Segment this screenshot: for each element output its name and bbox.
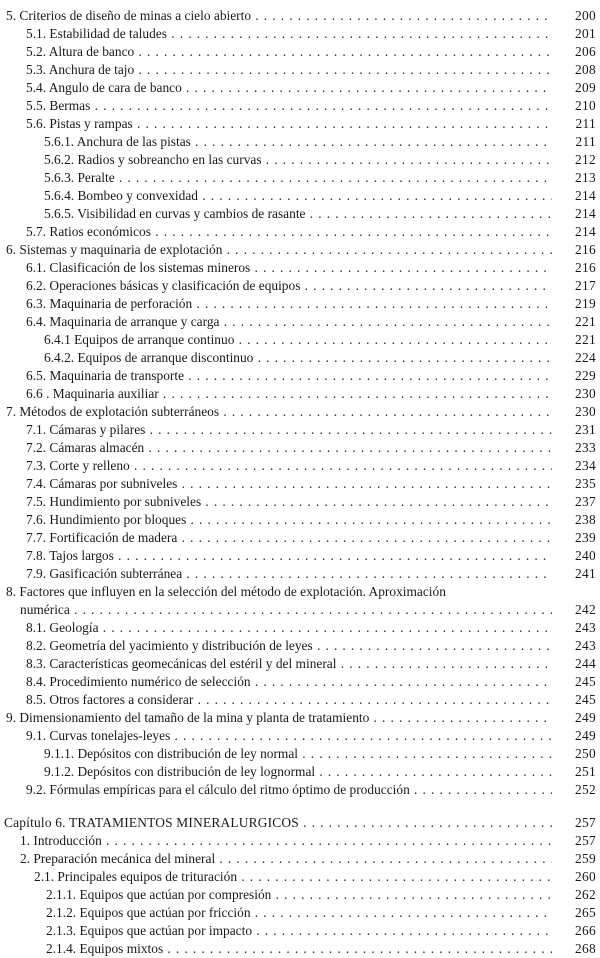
toc-entry-title: 6.3. Maquinaria de perforación . . .: [26, 295, 552, 313]
toc-entry-page: 214: [575, 188, 596, 203]
toc-entry-title: 8. Factores que influyen en la selección del método de explotación. Aproximación: [6, 584, 446, 599]
toc-entry-title: 2.1.1. Equipos que actúan por compresión . . .: [46, 886, 552, 904]
toc-entry-title: 6.6 . Maquinaria auxiliar . . .: [26, 385, 552, 403]
toc-entry-title: 5.1. Estabilidad de taludes . . .: [26, 25, 552, 43]
toc-entry-page: 252: [575, 782, 596, 797]
toc-entry: [0, 457, 600, 475]
toc-entry-page: 219: [575, 296, 596, 311]
toc-entry-title: 5.6.2. Radios y sobreancho en las curvas . . .: [44, 151, 552, 169]
toc-entry-page: 216: [575, 242, 596, 257]
toc-entry: [0, 367, 600, 385]
toc-entry: [0, 421, 600, 439]
toc-entry-first-line: [0, 583, 600, 601]
toc-entry: [0, 223, 600, 241]
toc-entry-title: 1. Introducción . . .: [20, 832, 552, 850]
toc-entry: [0, 259, 600, 277]
toc-entry-title: 5.6. Pistas y rampas . . .: [26, 115, 552, 133]
toc-entry-title: 2.1.2. Equipos que actúan por fricción . . .: [46, 904, 552, 922]
toc-entry-page: 240: [575, 548, 596, 563]
toc-entry: [0, 439, 600, 457]
toc-entry: [0, 295, 600, 313]
toc-entry-page: 257: [575, 815, 596, 830]
toc-entry-page: 217: [575, 278, 596, 293]
toc-entry: [0, 385, 600, 403]
toc-entry-page: 244: [575, 656, 596, 671]
toc-entry-title: 6.2. Operaciones básicas y clasificación de equipos . . .: [26, 277, 552, 295]
toc-entry: [0, 832, 600, 850]
toc-entry-title: 7. Métodos de explotación subterráneos . . .: [6, 403, 552, 421]
toc-entry-page: 200: [575, 8, 596, 23]
toc-entry: [0, 673, 600, 691]
toc-entry-title: 7.8. Tajos largos . . .: [26, 547, 552, 565]
toc-entry: [0, 205, 600, 223]
toc-entry-title: 7.4. Cámaras por subniveles . . .: [26, 475, 552, 493]
toc-entry: [0, 745, 600, 763]
toc-entry-title: 5.2. Altura de banco . . .: [26, 43, 552, 61]
toc-entry-title: 9.2. Fórmulas empíricas para el cálculo del ritmo óptimo de producción . . .: [26, 781, 552, 799]
toc-entry: [0, 331, 600, 349]
toc-entry-title: 7.6. Hundimiento por bloques . . .: [26, 511, 552, 529]
toc-entry-title: 6.4.1 Equipos de arranque continuo . . .: [44, 331, 552, 349]
toc-entry-title: 5.5. Bermas . . .: [26, 97, 552, 115]
toc-entry-page: 208: [575, 62, 596, 77]
toc-entry-title: 2. Preparación mecánica del mineral . . .: [20, 850, 552, 868]
toc-entry-page: 221: [575, 314, 596, 329]
toc-entry-title: numérica . . .: [20, 601, 552, 619]
toc-entry-title: 5. Criterios de diseño de minas a cielo abierto . . .: [6, 7, 552, 25]
toc-entry-page: 259: [575, 851, 596, 866]
toc-entry: [0, 940, 600, 958]
toc-entry-title: 7.5. Hundimiento por subniveles . . .: [26, 493, 552, 511]
toc-entry-page: 245: [575, 674, 596, 689]
toc-entry: [0, 349, 600, 367]
toc-entry: [0, 691, 600, 709]
toc-entry-title: 7.2. Cámaras almacén . . .: [26, 439, 552, 457]
toc-entry-title: 7.9. Gasificación subterránea . . .: [26, 565, 552, 583]
toc-entry-title: 7.3. Corte y relleno . . .: [26, 457, 552, 475]
toc-entry-title: 5.3. Anchura de tajo . . .: [26, 61, 552, 79]
toc-entry-page: 230: [575, 404, 596, 419]
toc-entry-title: 8.1. Geología . . .: [26, 619, 552, 637]
toc-entry: [0, 79, 600, 97]
toc-entry-page: 265: [575, 905, 596, 920]
toc-entry-title: 5.7. Ratios económicos . . .: [26, 223, 552, 241]
toc-entry-page: 249: [575, 728, 596, 743]
toc-entry-page: 229: [575, 368, 596, 383]
toc-entry-page: 201: [575, 26, 596, 41]
toc-entry-title: 9.1.2. Depósitos con distribución de ley lognormal . . .: [44, 763, 552, 781]
toc-entry-page: 251: [575, 764, 596, 779]
toc-entry-page: 237: [575, 494, 596, 509]
toc-entry: [0, 133, 600, 151]
toc-entry-page: 250: [575, 746, 596, 761]
toc-entry-page: 239: [575, 530, 596, 545]
toc-entry: [0, 187, 600, 205]
toc-entry-title: 6.1. Clasificación de los sistemas mineros . . .: [26, 259, 552, 277]
toc-entry: [0, 511, 600, 529]
toc-entry-page: 214: [575, 224, 596, 239]
toc-entry-title: 5.6.5. Visibilidad en curvas y cambios de rasante . . .: [44, 205, 552, 223]
toc-entry-page: 243: [575, 620, 596, 635]
toc-entry: [0, 61, 600, 79]
toc-entry-title: 9.1. Curvas tonelajes-leyes . . .: [26, 727, 552, 745]
toc-entry-title: 7.1. Cámaras y pilares . . .: [26, 421, 552, 439]
toc-entry-title: 6.5. Maquinaria de transporte . . .: [26, 367, 552, 385]
toc-entry-page: 260: [575, 869, 596, 884]
toc-entry: [0, 727, 600, 745]
toc-entry-page: 257: [575, 833, 596, 848]
toc-entry: [0, 781, 600, 799]
toc-entry-title: 6.4.2. Equipos de arranque discontinuo . . .: [44, 349, 552, 367]
toc-entry-title: 8.2. Geometría del yacimiento y distribución de leyes . . .: [26, 637, 552, 655]
toc-entry: [0, 43, 600, 61]
toc-entry-title: 9.1.1. Depósitos con distribución de ley normal . . .: [44, 745, 552, 763]
toc-entry-page: 241: [575, 566, 596, 581]
toc-entry-page: 211: [575, 116, 596, 131]
toc-entry: [0, 97, 600, 115]
toc-entry-page: 266: [575, 923, 596, 938]
toc-entry-page: 249: [575, 710, 596, 725]
toc-entry-page: 242: [575, 602, 596, 617]
toc-entry: [0, 277, 600, 295]
toc-entry-title: Capítulo 6. TRATAMIENTOS MINERALURGICOS . . .: [4, 814, 552, 832]
toc-entry-title: 6. Sistemas y maquinaria de explotación . . .: [6, 241, 552, 259]
toc-entry: [0, 709, 600, 727]
toc-entry-page: 238: [575, 512, 596, 527]
toc-entry-page: 243: [575, 638, 596, 653]
toc-entry-page: 224: [575, 350, 596, 365]
toc-entry: [0, 169, 600, 187]
toc-entry-title: 5.6.3. Peralte . . .: [44, 169, 552, 187]
toc-chapter-entry: [0, 814, 600, 832]
toc-entry: [0, 493, 600, 511]
toc-entry-title: 6.4. Maquinaria de arranque y carga . . .: [26, 313, 552, 331]
toc-entry: [0, 850, 600, 868]
toc-entry: [0, 529, 600, 547]
toc-entry: [0, 475, 600, 493]
toc-entry-page: 234: [575, 458, 596, 473]
toc-entry: [0, 25, 600, 43]
toc-entry: [0, 601, 600, 619]
toc-entry: [0, 7, 600, 25]
toc-entry-title: 7.7. Fortificación de madera . . .: [26, 529, 552, 547]
toc-entry-page: 206: [575, 44, 596, 59]
toc-entry: [0, 547, 600, 565]
toc-entry-page: 230: [575, 386, 596, 401]
toc-entry: [0, 403, 600, 421]
toc-entry-page: 262: [575, 887, 596, 902]
toc-entry-page: 235: [575, 476, 596, 491]
toc-entry-page: 231: [575, 422, 596, 437]
toc-entry-title: 2.1.3. Equipos que actúan por impacto . . .: [46, 922, 552, 940]
toc-entry-page: 210: [575, 98, 596, 113]
toc-entry-page: 209: [575, 80, 596, 95]
toc-entry: [0, 868, 600, 886]
toc-entry: [0, 151, 600, 169]
toc-entry-page: 213: [575, 170, 596, 185]
toc-entry-title: 5.6.4. Bombeo y convexidad . . .: [44, 187, 552, 205]
toc-entry-page: 233: [575, 440, 596, 455]
toc-entry-title: 8.5. Otros factores a considerar . . .: [26, 691, 552, 709]
toc-entry-page: 245: [575, 692, 596, 707]
toc-entry-page: 211: [575, 134, 596, 149]
toc-entry: [0, 619, 600, 637]
toc-entry-page: 216: [575, 260, 596, 275]
toc-entry-page: 212: [575, 152, 596, 167]
toc-entry: [0, 637, 600, 655]
toc-entry-page: 268: [575, 941, 596, 956]
toc-entry: [0, 313, 600, 331]
toc-entry: [0, 763, 600, 781]
toc-entry: [0, 904, 600, 922]
toc-entry-title: 5.4. Angulo de cara de banco . . .: [26, 79, 552, 97]
toc-entry: [0, 115, 600, 133]
toc-entry: [0, 565, 600, 583]
toc-entry-title: 8.4. Procedimiento numérico de selección . . .: [26, 673, 552, 691]
toc-entry: [0, 886, 600, 904]
toc-entry: [0, 241, 600, 259]
toc-entry-title: 9. Dimensionamiento del tamaño de la mina y planta de tratamiento . . .: [6, 709, 552, 727]
toc-entry-page: 214: [575, 206, 596, 221]
toc-entry-title: 2.1. Principales equipos de trituración . . .: [34, 868, 552, 886]
toc-entry: [0, 922, 600, 940]
toc-entry-title: 2.1.4. Equipos mixtos . . .: [46, 940, 552, 958]
toc-entry: [0, 655, 600, 673]
toc-entry-title: 5.6.1. Anchura de las pistas . . .: [44, 133, 552, 151]
toc-entry-title: 8.3. Características geomecánicas del estéril y del mineral . . .: [26, 655, 552, 673]
toc-entry-page: 221: [575, 332, 596, 347]
